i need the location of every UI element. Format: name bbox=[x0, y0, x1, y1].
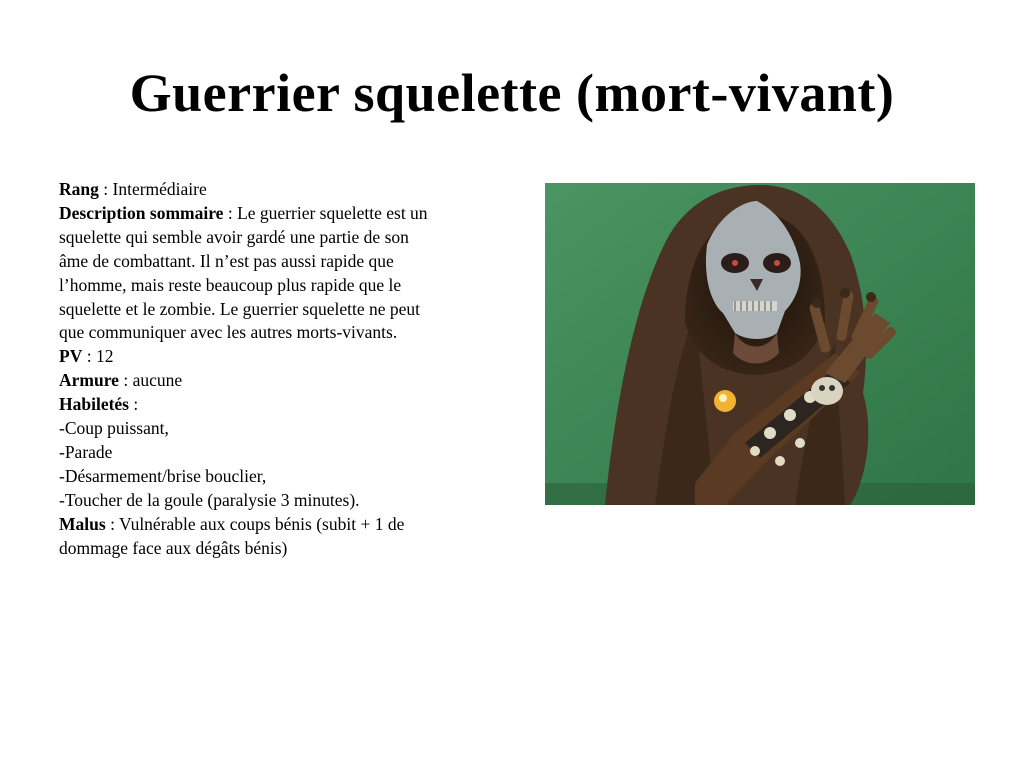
description-line-1: squelette qui semble avoir gardé une partie de son bbox=[59, 226, 409, 247]
habilete-item: -Toucher de la goule (paralysie 3 minutes). bbox=[59, 489, 360, 510]
habilete-item: -Coup puissant, bbox=[59, 418, 169, 439]
pv-sep: : bbox=[82, 346, 96, 367]
malus-label: Malus bbox=[59, 513, 106, 534]
pv-label: PV bbox=[59, 346, 83, 367]
armure-sep: : bbox=[118, 370, 133, 391]
habiletes-sep: : bbox=[129, 394, 139, 415]
malus-line-1: dommage face aux dégâts bénis) bbox=[59, 537, 288, 558]
armure-line bbox=[59, 369, 509, 393]
pv-value: 12 bbox=[95, 346, 114, 367]
armure-label: Armure bbox=[59, 370, 119, 391]
description-line-3: l’homme, mais reste beaucoup plus rapide que le bbox=[59, 274, 402, 295]
description-line-2: âme de combattant. Il n’est pas aussi rapide que bbox=[59, 250, 394, 271]
character-sheet bbox=[59, 178, 509, 561]
habiletes-line bbox=[59, 393, 509, 417]
armure-value: aucune bbox=[132, 370, 183, 391]
description-line-5: que communiquer avec les autres morts-vivants. bbox=[59, 322, 398, 343]
habilete-item: -Parade bbox=[59, 441, 113, 462]
rang-value: Intermédiaire bbox=[112, 179, 207, 199]
habiletes-label: Habiletés bbox=[59, 394, 129, 415]
description-text-0: Le guerrier squelette est un bbox=[237, 202, 428, 223]
description-line-0 bbox=[59, 202, 509, 226]
rang-sep: : bbox=[98, 179, 113, 199]
description-sep: : bbox=[223, 202, 238, 223]
description-label: Description sommaire bbox=[59, 202, 224, 223]
malus-line-0 bbox=[59, 513, 509, 537]
malus-text-0: Vulnérable aux coups bénis (subit + 1 de bbox=[118, 513, 405, 534]
habilete-item: -Désarmement/brise bouclier, bbox=[59, 465, 267, 486]
pv-line bbox=[59, 345, 509, 369]
malus-sep: : bbox=[105, 513, 119, 534]
skeleton-warrior-illustration bbox=[545, 183, 975, 505]
slide-title: Guerrier squelette (mort-vivant) bbox=[129, 63, 895, 123]
character-photo bbox=[545, 183, 975, 505]
rang-label: Rang bbox=[59, 179, 99, 199]
description-line-4: squelette et le zombie. Le guerrier squelette ne peut bbox=[59, 298, 421, 319]
rang-line bbox=[59, 178, 509, 202]
